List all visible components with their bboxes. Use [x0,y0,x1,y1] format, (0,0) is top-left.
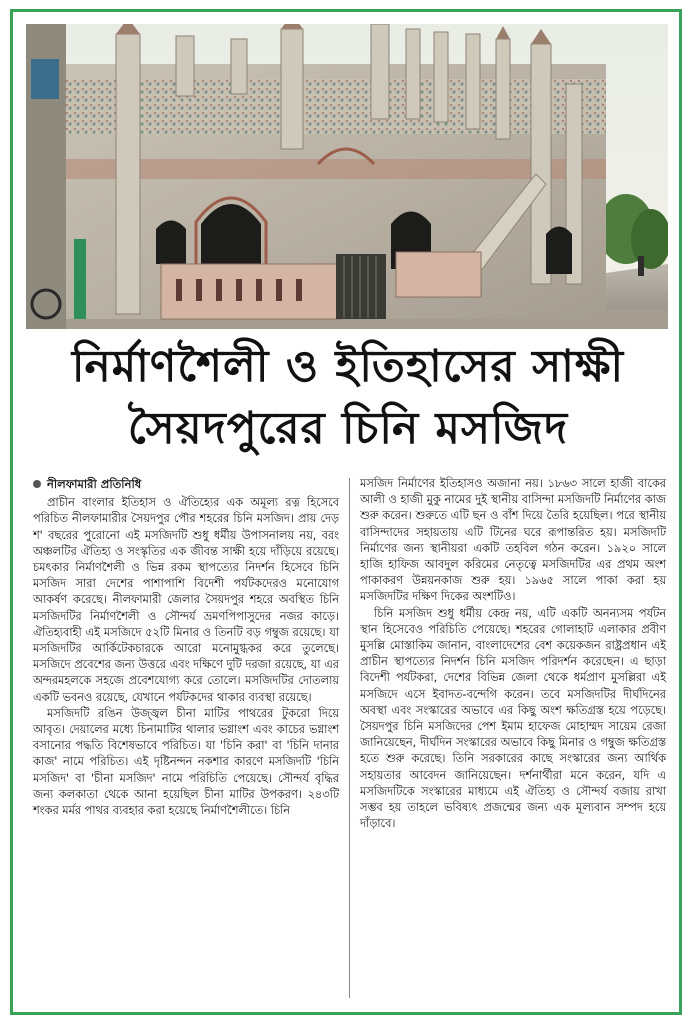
paragraph: চিনি মসজিদ শুধু ধর্মীয় কেন্দ্র নয়, এটি একটি অনন্যসম পর্যটন স্থান হিসেবেও পরিচিতি পেয়েছে। শহরের গোলাহাট এলাকার প্রবীণ মুসল্লি মোস্তাকিম জানান, বাংলাদেশের বেশ কয়েকজন রাষ্ট্রপ্রধান এই প্রাচীন স্থাপত্যের নিদর্শন চিনি মসজিদ পরিদর্শন করেছেন। এ ছাড়া বিদেশী পর্যটকরা, দেশের বিভিন্ন জেলা থেকে ধর্মপ্রাণ মুসল্লিরা এই মসজিদে এসে ইবাদত-বন্দেগি করেন। তবে মসজিদটির দীর্ঘদিনের অবস্থা এবং সংস্কারের অভাবে এর কিছু অংশ ক্ষতিগ্রস্ত হয়ে পড়েছে। সৈয়দপুর চিনি মসজিদের পেশ ইমাম হাফেজ মোহাম্মদ সায়েম রেজা জানিয়েছেন, দীর্ঘদিন সংস্কারের অভাবে কিছু মিনার ও গম্বুজ ক্ষতিগ্রস্ত হতে শুরু করেছে। তিনি সরকারের কাছে সংস্কারের জন্য আর্থিক সহায়তার আবেদন জানিয়েছেন। দর্শনার্থীরা মনে করেন, যদি এ মসজিদটিকে সংস্কারের মাধ্যমে এই ঐতিহ্য ও সৌন্দর্য বজায় রাখা সম্ভব হয় তাহলে ভবিষ্যৎ প্রজন্মের জন্য এক মূল্যবান সম্পদ হয়ে দাঁড়াবে। [360,606,666,831]
byline-text: নীলফামারী প্রতিনিধি [47,477,142,491]
headline-line-2: সৈয়দপুরের চিনি মসজিদ [127,403,569,454]
mosque-photo [26,24,668,329]
bullet-icon [33,480,41,488]
article-column-left [33,476,339,819]
column-divider [349,478,350,998]
headline-line-1: নির্মাণশৈলী ও ইতিহাসের সাক্ষী [71,341,625,392]
paragraph: প্রাচীন বাংলার ইতিহাস ও ঐতিহ্যের এক অমূল্য রত্ন হিসেবে পরিচিত নীলফামারীর সৈয়দপুর পৌর শহরের চিনি মসজিদ। প্রায় দেড় শ' বছরের পুরোনো এই মসজিদটি শুধু ধর্মীয় উপাসনালয় নয়, বরং অঞ্চলটির ঐতিহ্য ও সংস্কৃতির এক জীবন্ত সাক্ষী হয়ে দাঁড়িয়ে রয়েছে। চমৎকার নির্মাণশৈলী ও ভিন্ন রকম স্থাপত্যের নিদর্শন হিসেবে চিনি মসজিদ সারা দেশের পাশাপাশি বিদেশী পর্যটকদেরও মনোযোগ আকর্ষণ করেছে। নীলফামারী জেলার সৈয়দপুর শহরে অবস্থিত চিনি মসজিদটির নির্মাণশৈলী ও সৌন্দর্য ভ্রমণপিপাসুদের নজর কাড়ে। ঐতিহ্যবাহী এই মসজিদে ৫২টি মিনার ও তিনটি বড় গম্বুজ রয়েছে। যা মসজিদটির আর্কিটেকচারকে আরো মনোমুগ্ধকর করে তুলেছে। মসজিদে প্রবেশের জন্য উত্তরে এবং দক্ষিণে দুটি দরজা রয়েছে, যা এর অন্দরমহলকে সহজে প্রবেশযোগ্য করে তোলে। মসজিদটির দোতলায় একটি ভবনও রয়েছে, যেখানে পর্যটকদের থাকার ব্যবস্থা রয়েছে। [33,496,339,704]
paragraph: মসজিদ নির্মাণের ইতিহাসও অজানা নয়। ১৮৬৩ সালে হাজী বাকের আলী ও হাজী মুকু নামের দুই স্থানীয় বাসিন্দা মসজিদটি নির্মাণের কাজ শুরু করেন। শুরুতে এটি ছন ও বাঁশ দিয়ে তৈরি হয়েছিল। পরে স্থানীয় বাসিন্দাদের সহায়তায় এটি টিনের ঘরে রূপান্তরিত হয়। মসজিদটি নির্মাণের জন্য স্থানীয়রা একটি তহবিল গঠন করেন। ১৯২০ সালে হাজি হাফিজ আবদুল করিমের নেতৃত্বে মসজিদটির এর প্রথম অংশ পাকাকরণ উন্নয়নকাজ শুরু হয়। ১৯৬৫ সালে পাকা করা হয় মসজিদটির দক্ষিণ দিকের অংশটিও। [360,477,666,604]
article-column-right [360,476,666,832]
paragraph: মসজিদটি রঙিন উজ্জ্বল চীনা মাটির পাথরের টুকরো দিয়ে আবৃত। দেয়ালের মধ্যে চিনামাটির থালার ভগ্নাংশ এবং কাচের ভগ্নাংশ বসানোর পদ্ধতি বিশেষভাবে পরিচিত। যা 'চিনি করা' বা 'চিনি দানার কাজ' নামে পরিচিত। এই দৃষ্টিনন্দন নকশার কারণে মসজিদটি 'চিনি মসজিদ' বা 'চীনা মসজিদ' নামে পরিচিতি পেয়েছে। সৌন্দর্য বৃদ্ধির জন্য কলকাতা থেকে আনা হয়েছিল চীনা মাটির উপকরণ। ২৪৩টি শংকর মর্মর পাথর ব্যবহার করা হয়েছে নির্মাণশৈলীতে। চিনি [33,706,339,818]
byline [33,476,339,492]
